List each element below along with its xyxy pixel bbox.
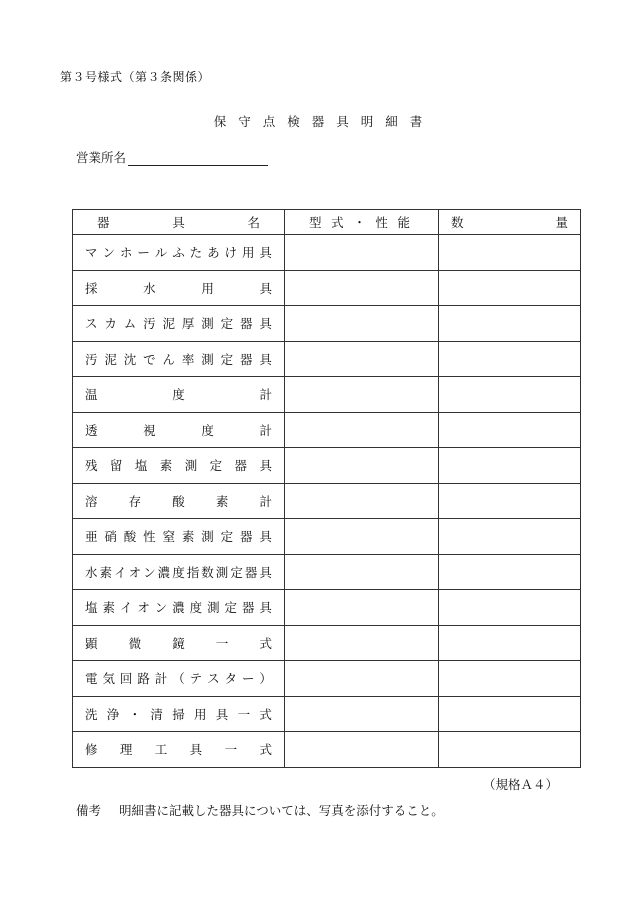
table-row (73, 554, 581, 590)
equipment-name-cell (73, 732, 285, 768)
quantity-cell[interactable] (439, 306, 581, 342)
table-row (73, 270, 581, 306)
model-performance-cell[interactable] (285, 590, 439, 626)
model-performance-cell[interactable] (285, 732, 439, 768)
model-performance-cell[interactable] (285, 625, 439, 661)
equipment-name-cell (73, 377, 285, 413)
equipment-name: ス カ ム 汚 泥 厚 測 定 器 具 (85, 316, 272, 332)
quantity-cell[interactable] (439, 625, 581, 661)
quantity-cell[interactable] (439, 448, 581, 484)
equipment-name-cell (73, 625, 285, 661)
quantity-cell[interactable] (439, 661, 581, 697)
equipment-table-body (73, 235, 581, 768)
equipment-name-cell (73, 661, 285, 697)
equipment-name-cell (73, 306, 285, 342)
table-row (73, 519, 581, 555)
quantity-cell[interactable] (439, 270, 581, 306)
model-performance-cell[interactable] (285, 483, 439, 519)
equipment-name: 亜 硝 酸 性 窒 素 測 定 器 具 (85, 529, 272, 545)
model-performance-cell[interactable] (285, 235, 439, 271)
equipment-name: 透 視 度 計 (85, 422, 272, 438)
equipment-name: 洗 浄 ・ 清 掃 用 具 一 式 (85, 706, 272, 722)
remarks-text: 明細書に記載した器具については、写真を添付すること。 (119, 803, 444, 818)
equipment-name: 汚 泥 沈 で ん 率 測 定 器 具 (85, 351, 272, 367)
equipment-name-cell (73, 483, 285, 519)
equipment-name: マ ン ホ ー ル ふ た あ け 用 具 (85, 245, 272, 261)
equipment-name-cell (73, 235, 285, 271)
equipment-name-cell (73, 696, 285, 732)
equipment-name-cell (73, 554, 285, 590)
quantity-cell[interactable] (439, 341, 581, 377)
model-performance-cell[interactable] (285, 341, 439, 377)
table-row (73, 625, 581, 661)
equipment-name-cell (73, 270, 285, 306)
table-header-row (73, 210, 581, 235)
equipment-name: 電 気 回 路 計 （ テ ス タ ー ） (85, 671, 272, 687)
quantity-cell[interactable] (439, 519, 581, 555)
model-performance-cell[interactable] (285, 661, 439, 697)
model-performance-cell[interactable] (285, 306, 439, 342)
model-performance-cell[interactable] (285, 270, 439, 306)
quantity-cell[interactable] (439, 235, 581, 271)
quantity-cell[interactable] (439, 696, 581, 732)
model-performance-cell[interactable] (285, 519, 439, 555)
table-row (73, 235, 581, 271)
header-equipment-name-text: 器 具 名 (97, 215, 260, 230)
model-performance-cell[interactable] (285, 412, 439, 448)
quantity-cell[interactable] (439, 554, 581, 590)
table-row (73, 696, 581, 732)
document-title: 保守点検器具明細書 (213, 114, 435, 129)
equipment-name-cell (73, 341, 285, 377)
equipment-name: 塩 素 イ オ ン 濃 度 測 定 器 具 (85, 600, 272, 616)
office-name-line (76, 148, 268, 166)
table-row (73, 341, 581, 377)
table-row (73, 661, 581, 697)
quantity-cell[interactable] (439, 377, 581, 413)
header-equipment-name (73, 210, 285, 235)
office-name-field[interactable] (128, 152, 268, 166)
equipment-name-cell (73, 519, 285, 555)
header-model-performance-text: 型 式 ・ 性 能 (309, 215, 410, 230)
equipment-name: 残 留 塩 素 測 定 器 具 (85, 458, 272, 474)
equipment-name: 温 度 計 (85, 387, 272, 403)
model-performance-cell[interactable] (285, 554, 439, 590)
table-row (73, 306, 581, 342)
table-row (73, 483, 581, 519)
equipment-name: 顕 微 鏡 一 式 (85, 635, 272, 651)
equipment-name: 溶 存 酸 素 計 (85, 493, 272, 509)
header-quantity (439, 210, 581, 235)
equipment-name-cell (73, 590, 285, 626)
model-performance-cell[interactable] (285, 696, 439, 732)
remarks (76, 801, 444, 819)
equipment-name: 採 水 用 具 (85, 280, 272, 296)
remarks-label: 備考 (76, 803, 102, 818)
model-performance-cell[interactable] (285, 377, 439, 413)
form-number: 第３号様式（第３条関係） (60, 70, 211, 84)
equipment-name: 水 素 イ オ ン 濃 度 指 数 測 定 器 具 (85, 564, 272, 580)
paper-size-note: （規格Ａ４） (482, 777, 558, 792)
table-row (73, 590, 581, 626)
header-quantity-text: 数 量 (451, 215, 568, 230)
equipment-name-cell (73, 412, 285, 448)
quantity-cell[interactable] (439, 590, 581, 626)
quantity-cell[interactable] (439, 732, 581, 768)
table-row (73, 732, 581, 768)
equipment-name: 修 理 工 具 一 式 (85, 742, 272, 758)
office-name-label: 営業所名 (76, 150, 127, 165)
table-row (73, 448, 581, 484)
header-model-performance (285, 210, 439, 235)
equipment-table (72, 209, 581, 768)
table-row (73, 412, 581, 448)
model-performance-cell[interactable] (285, 448, 439, 484)
equipment-name-cell (73, 448, 285, 484)
table-row (73, 377, 581, 413)
quantity-cell[interactable] (439, 483, 581, 519)
quantity-cell[interactable] (439, 412, 581, 448)
